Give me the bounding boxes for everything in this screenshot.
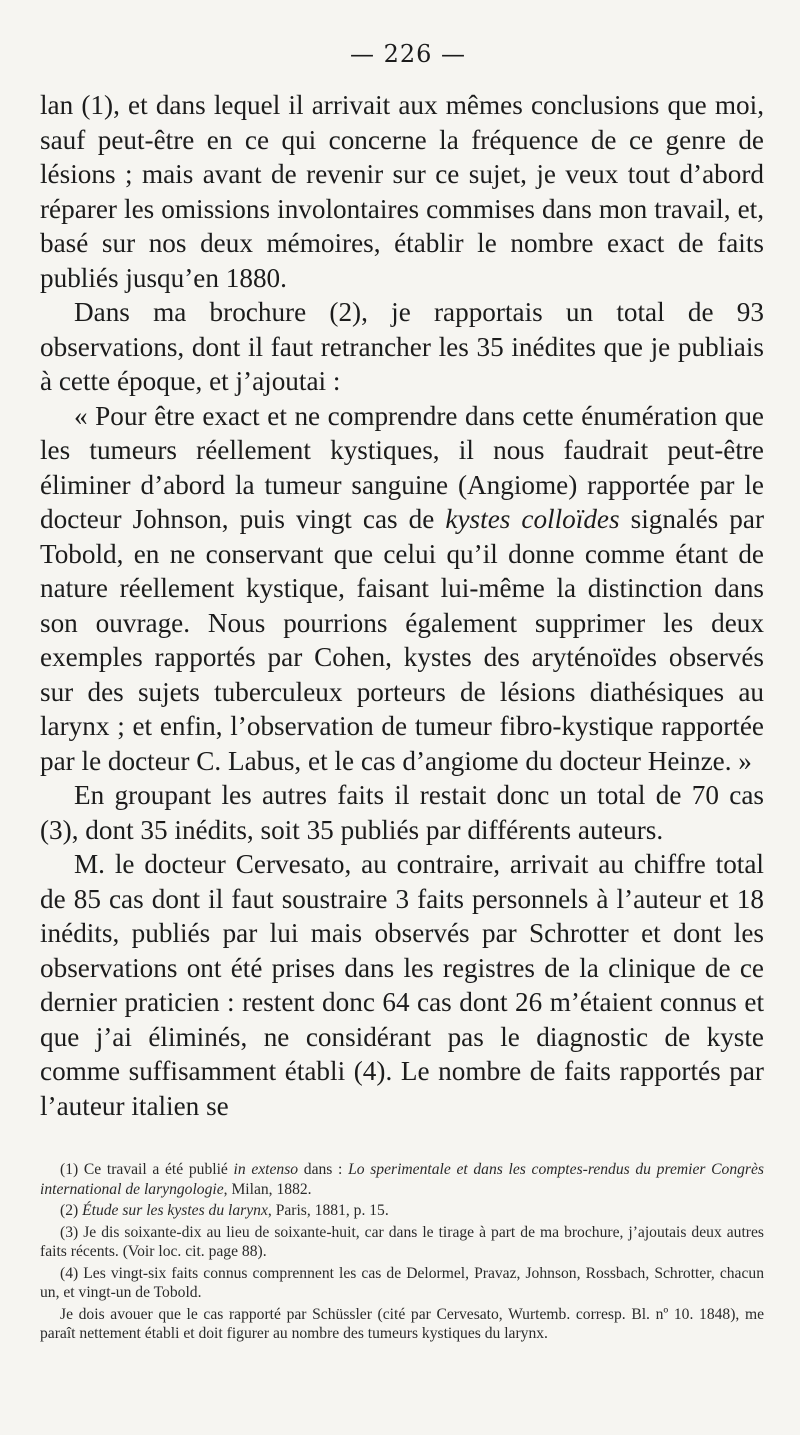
- quote-text-before: « Pour être exact et ne comprendre dans cette énumération que les tumeurs réellement kystiques, il nous faudrait peut-être éliminer d’abord la tumeur sanguine (Angiome) rapportée par le docteur Johnson, puis vingt cas de: [40, 400, 764, 534]
- paragraph-4: En groupant les autres faits il restait donc un total de 70 cas (3), dont 35 inédits, soit 35 publiés par différents auteurs.: [40, 780, 764, 845]
- footnote-1-italic: in extenso: [233, 1161, 299, 1178]
- page-number: — 226 —: [349, 40, 467, 68]
- footnote-4: [40, 1264, 764, 1303]
- paragraph-5: M. le docteur Cervesato, au contraire, arrivait au chiffre total de 85 cas dont il faut soustraire 3 faits personnels à l’auteur et 18 inédits, publiés par lui mais observés par Schrotter et dont les observations ont été prises dans les registres de la clinique de ce dernier praticien : restent donc 64 cas dont 26 m’étaient connus et que j’ai éliminés, ne considérant pas le diagnostic de kyste comme suffisamment établi (4). Le nombre de faits rapportés par l’auteur italien se: [40, 849, 764, 1121]
- footnote-4-continued: [40, 1305, 764, 1344]
- footnote-4-continued-text: Je dois avouer que le cas rapporté par Schüssler (cité par Cervesato, Wurtemb. corresp. Bl. nº 10. 1848), me paraît nettement établi et doit figurer au nombre des tumeurs kystiques du larynx.: [40, 1305, 764, 1342]
- footnotes: [40, 1160, 764, 1346]
- footnote-1-italic-title: Lo sperimentale et dans les comptes-rendus du premier Congrès international de laryngologie: [40, 1161, 764, 1198]
- footnote-2-italic: Étude sur les kystes du larynx: [82, 1202, 268, 1219]
- footnote-4-text: (4) Les vingt-six faits connus comprennent les cas de Delormel, Pravaz, Johnson, Rossbach, Schrotter, chacun un, et vingt-un de Tobold.: [40, 1264, 764, 1301]
- paragraph-3-quote: [40, 399, 764, 779]
- footnote-1-end: , Milan, 1882.: [223, 1180, 312, 1198]
- footnote-3-text: (3) Je dis soixante-dix au lieu de soixante-huit, car dans le tirage à part de ma brochure, j’ajoutais deux autres faits récents. (Voir loc. cit. page 88).: [40, 1223, 764, 1260]
- footnote-1-text: (1) Ce travail a été publié: [60, 1161, 234, 1178]
- footnote-1-middle: dans :: [298, 1161, 349, 1178]
- footnote-2-end: , Paris, 1881, p. 15.: [267, 1202, 389, 1219]
- paragraph-2: Dans ma brochure (2), je rapportais un total de 93 observations, dont il faut retrancher les 35 inédites que je publiais à cette époque, et j’ajoutai :: [40, 297, 764, 396]
- footnote-1: [40, 1160, 764, 1199]
- footnote-2: [40, 1201, 764, 1221]
- main-text: [40, 88, 764, 1123]
- footnote-3: [40, 1223, 764, 1262]
- paragraph-1: lan (1), et dans lequel il arrivait aux mêmes conclusions que moi, sauf peut-être en ce qui concerne la fréquence de ce genre de lésions ; mais avant de revenir sur ce sujet, je veux tout d’abord réparer les omissions involontaires commises dans mon travail, et, basé sur nos deux mémoires, établir le nombre exact de faits publiés jusqu’en 1880.: [40, 90, 764, 293]
- footnote-2-text: (2): [60, 1202, 83, 1219]
- quote-text-after: signalés par Tobold, en ne conservant que celui qu’il donne comme étant de nature réellement kystique, faisant lui-même la distinction dans son ouvrage. Nous pourrions également supprimer les deux exemples rapportés par Cohen, kystes des aryténoïdes observés sur des sujets tuberculeux porteurs de lésions diathésiques au larynx ; et enfin, l’observation de tumeur fibro-kystique rapportée par le docteur C. Labus, et le cas d’angiome du docteur Heinze. »: [40, 504, 764, 776]
- quote-italic-term: kystes colloïdes: [445, 504, 620, 534]
